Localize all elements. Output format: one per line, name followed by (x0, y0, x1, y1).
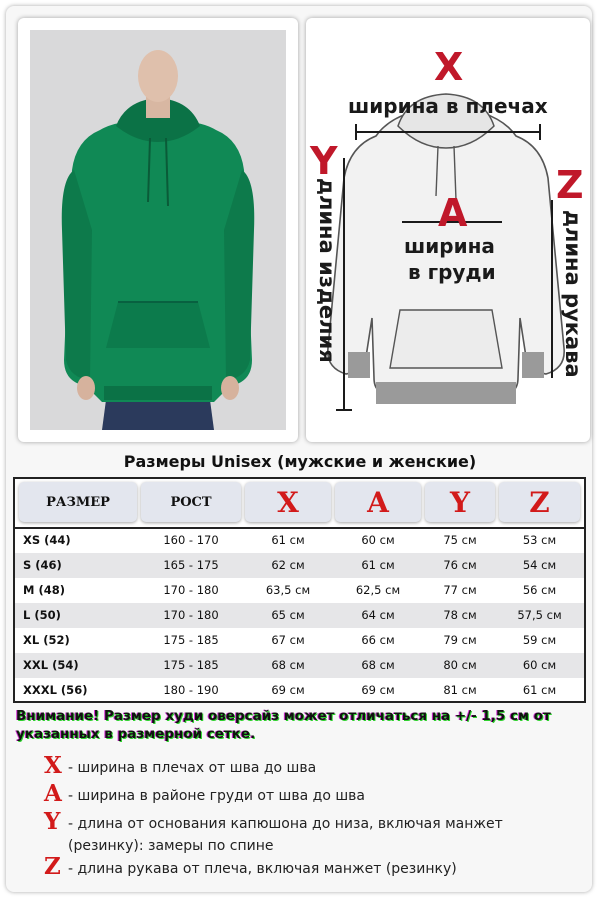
header-size-label: РАЗМЕР (46, 494, 110, 510)
table-row (15, 678, 584, 703)
cell-x: 69 см (271, 683, 305, 697)
cell-z: 54 см (522, 558, 557, 572)
model-in-green-hoodie-image (30, 30, 286, 430)
a-label-line1: ширина (404, 234, 495, 258)
table-row (15, 578, 584, 603)
cell-y: 79 см (443, 633, 477, 647)
header-x (245, 482, 331, 522)
cell-height: 170 - 180 (163, 583, 219, 597)
y-letter: Y (310, 139, 338, 183)
cell-z: 61 см (522, 683, 557, 697)
cell-x: 61 см (271, 533, 305, 547)
legend-text: - длина рукава от плеча, включая манжет (резинку) (68, 861, 457, 877)
cell-x: 67 см (271, 633, 305, 647)
header-y (425, 482, 495, 522)
cell-y: 75 см (443, 533, 477, 547)
cell-size: XL (52) (23, 633, 70, 647)
cell-a: 60 см (361, 533, 395, 547)
cell-a: 61 см (361, 558, 395, 572)
z-label: длина рукава (561, 210, 585, 378)
header-height-label: РОСТ (170, 494, 212, 510)
cell-size: L (50) (23, 608, 61, 622)
header-a-label: A (367, 485, 389, 519)
cell-z: 56 см (522, 583, 557, 597)
size-table (13, 477, 586, 703)
table-row (15, 528, 584, 553)
cell-y: 77 см (443, 583, 477, 597)
x-label: ширина в плечах (348, 94, 548, 118)
model-photo-panel (18, 18, 298, 442)
cell-height: 175 - 185 (163, 658, 219, 672)
cell-x: 68 см (271, 658, 305, 672)
cell-height: 170 - 180 (163, 608, 219, 622)
cell-a: 64 см (361, 608, 395, 622)
a-letter: A (438, 191, 468, 235)
legend-letter: Y (44, 808, 61, 835)
cell-height: 160 - 170 (163, 533, 219, 547)
x-letter: X (434, 45, 464, 89)
table-row (15, 553, 584, 578)
cell-size: S (46) (23, 558, 62, 572)
legend-text: - длина от основания капюшона до низа, включая манжет (резинку): замеры по спине (68, 816, 503, 854)
cell-height: 180 - 190 (163, 683, 219, 697)
header-height (141, 482, 241, 522)
table-row (15, 628, 584, 653)
cell-size: XXXL (56) (23, 683, 88, 697)
z-letter: Z (556, 163, 584, 207)
table-header (15, 479, 584, 529)
measurement-diagram-panel (306, 18, 590, 442)
header-size (19, 482, 137, 522)
cell-size: XXL (54) (23, 658, 79, 672)
cell-y: 78 см (443, 608, 477, 622)
size-chart-title: Размеры Unisex (мужские и женские) (123, 452, 477, 471)
cell-z: 57,5 см (517, 608, 562, 622)
cell-a: 68 см (361, 658, 395, 672)
cell-a: 66 см (361, 633, 395, 647)
legend-letter: X (44, 752, 62, 779)
cell-height: 165 - 175 (163, 558, 219, 572)
table-row (15, 653, 584, 678)
cell-z: 53 см (522, 533, 557, 547)
a-label-line2: в груди (408, 260, 496, 284)
cell-x: 63,5 см (265, 583, 311, 597)
header-x-label: X (277, 485, 299, 519)
cell-size: XS (44) (23, 533, 71, 547)
cell-y: 80 см (443, 658, 477, 672)
cell-x: 65 см (271, 608, 305, 622)
cell-z: 59 см (522, 633, 557, 647)
cell-z: 60 см (522, 658, 557, 672)
y-label: длина изделия (315, 178, 339, 363)
legend-text: - ширина в плечах от шва до шва (68, 760, 317, 776)
cell-y: 81 см (443, 683, 477, 697)
header-z-label: Z (529, 485, 550, 519)
cell-y: 76 см (443, 558, 477, 572)
cell-x: 62 см (271, 558, 305, 572)
header-a (335, 482, 421, 522)
header-y-label: Y (450, 485, 470, 519)
table-row (15, 603, 584, 628)
cell-a: 62,5 см (355, 583, 401, 597)
cell-size: M (48) (23, 583, 65, 597)
cell-height: 175 - 185 (163, 633, 219, 647)
legend-letter: Z (44, 853, 61, 880)
legend-letter: A (44, 780, 62, 807)
cell-a: 69 см (361, 683, 395, 697)
header-z (499, 482, 580, 522)
model-photo (30, 30, 286, 430)
legend-text: - ширина в районе груди от шва до шва (68, 788, 365, 804)
oversize-warning: Внимание! Размер худи оверсайз может отличаться на +/- 1,5 см от указанных в размерной сетке. (16, 708, 551, 742)
